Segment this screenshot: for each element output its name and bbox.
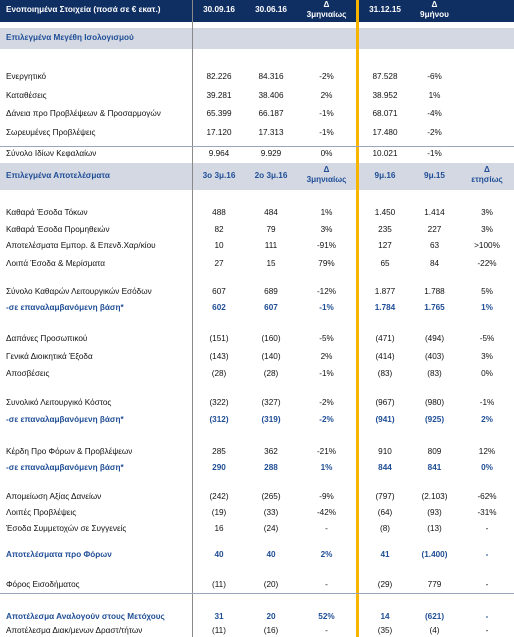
row-label: Σωρευμένες Προβλέψεις (6, 128, 96, 137)
row-value: 1% (428, 91, 441, 100)
row-value: 607 (212, 287, 226, 296)
row-value: -2% (319, 415, 334, 424)
row-value: -4% (427, 109, 442, 118)
col-header-3: Δ 3μηνιαίως (306, 0, 347, 20)
row-value: (327) (261, 398, 281, 407)
section-results-header (0, 163, 514, 190)
row-label: Αποτελέσματα Εμπορ. & Επενδ.Χαρ/κίου (6, 241, 156, 250)
row-value: 17.313 (258, 128, 284, 137)
col-header-4: 31.12.15 (369, 5, 401, 14)
row-value: (83) (427, 369, 442, 378)
row-value: 3% (320, 225, 333, 234)
row-value: -21% (316, 447, 337, 456)
row-value: 1.784 (374, 303, 396, 312)
row-value: -1% (479, 398, 495, 407)
row-value: 52% (318, 612, 335, 621)
row-value: 16 (214, 524, 224, 533)
row-value: 31 (214, 612, 224, 621)
row-value: -2% (319, 398, 334, 407)
row-value: 290 (212, 463, 226, 472)
row-value: 0% (320, 149, 333, 158)
row-value: 779 (427, 580, 442, 589)
results-col-1: 3ο 3μ.16 (202, 171, 236, 180)
row-value: 285 (212, 447, 226, 456)
row-value: 40 (266, 550, 276, 559)
row-label: Συνολικό Λειτουργικό Κόστος (6, 398, 112, 407)
row-label: Αποτέλεσμα Διακ/μενων Δραστ/τήτων (6, 626, 143, 635)
row-value: (28) (211, 369, 227, 378)
row-value: 12% (478, 447, 496, 456)
col-header-1: 30.09.16 (203, 5, 235, 14)
row-value: (1.400) (421, 550, 448, 559)
row-value: 5% (481, 287, 493, 296)
row-value: (967) (375, 398, 395, 407)
row-value: 1% (481, 303, 493, 312)
row-value: 3% (481, 208, 493, 217)
row-value: (11) (212, 580, 226, 589)
row-label: Έσοδα Συμμετοχών σε Συγγενείς (6, 524, 127, 533)
row-label: Αποσβέσεις (6, 369, 50, 378)
row-value: (160) (261, 334, 281, 343)
row-value: - (485, 524, 489, 533)
row-value: 844 (378, 463, 392, 472)
row-value: 1.788 (424, 287, 445, 296)
row-value: (13) (427, 524, 442, 533)
row-label: Σύνολο Καθαρών Λειτουργικών Εσόδων (6, 287, 152, 296)
row-value: 235 (378, 225, 392, 234)
row-value: -9% (319, 492, 334, 501)
row-value: (312) (209, 415, 229, 424)
row-label: -σε επαναλαμβανόμενη βάση* (6, 463, 124, 472)
row-value: 1% (320, 463, 333, 472)
row-value: (797) (375, 492, 395, 501)
row-value: 68.071 (372, 109, 398, 118)
section-balance-title: Επιλεγμένα Μεγέθη Ισολογισμού (6, 33, 134, 42)
row-value: 84 (429, 259, 440, 268)
row-value: -5% (319, 334, 334, 343)
row-value: 2% (320, 352, 333, 361)
row-value: (414) (375, 352, 395, 361)
row-value: 65.399 (206, 109, 232, 118)
section-balance-header (0, 28, 514, 49)
row-value: -42% (316, 508, 337, 517)
row-value: -22% (477, 259, 497, 268)
row-label: Λοιπά Έσοδα & Μερίσματα (6, 259, 106, 268)
row-value: 41 (380, 550, 390, 559)
row-label: Σύνολο Ιδίων Κεφαλαίων (6, 149, 97, 158)
row-label: Φόρος Εισοδήματος (6, 580, 80, 589)
row-value: -91% (316, 241, 337, 250)
row-value: (11) (212, 626, 226, 635)
row-value: (16) (263, 626, 279, 635)
row-value: 809 (427, 447, 442, 456)
results-col-3: Δ 3μηνιαίως (306, 165, 347, 185)
row-value: 40 (214, 550, 224, 559)
row-value: 87.528 (372, 72, 398, 81)
row-value: -31% (477, 508, 497, 517)
row-value: -1% (319, 303, 334, 312)
row-value: - (325, 580, 328, 589)
row-value: (19) (211, 508, 227, 517)
row-value: 27 (214, 259, 224, 268)
row-value: (322) (209, 398, 229, 407)
row-value: (35) (377, 626, 393, 635)
row-value: 841 (427, 463, 442, 472)
row-value: 3% (481, 352, 493, 361)
row-value: (403) (424, 352, 445, 361)
row-value: -2% (427, 128, 442, 137)
row-value: (471) (375, 334, 395, 343)
row-value: - (325, 524, 328, 533)
row-value: (28) (263, 369, 279, 378)
row-value: 82.226 (206, 72, 232, 81)
row-value: 14 (380, 612, 390, 621)
row-value: (621) (424, 612, 445, 621)
row-value: (29) (377, 580, 393, 589)
row-value: - (485, 626, 489, 635)
row-value: (242) (209, 492, 229, 501)
row-value: 1.450 (374, 208, 396, 217)
row-value: 127 (378, 241, 392, 250)
row-value: -62% (477, 492, 497, 501)
row-label: Αποτελέσματα προ Φόρων (6, 550, 112, 559)
row-value: 9.964 (208, 149, 230, 158)
row-value: 910 (378, 447, 392, 456)
table-title: Ενοποιημένα Στοιχεία (ποσά σε € εκατ.) (6, 5, 161, 14)
row-label: Αποτέλεσμα Αναλογούν στους Μετόχους (6, 612, 165, 621)
row-value: 9.929 (260, 149, 282, 158)
separator (0, 593, 514, 594)
row-value: - (485, 612, 489, 621)
row-value: - (485, 580, 489, 589)
row-value: - (325, 626, 328, 635)
row-value: 1.765 (424, 303, 445, 312)
row-value: 1.414 (424, 208, 445, 217)
row-value: 15 (266, 259, 276, 268)
row-value: -1% (427, 149, 442, 158)
row-value: (20) (263, 580, 279, 589)
row-value: 2% (481, 415, 493, 424)
row-value: (4) (429, 626, 440, 635)
row-value: -5% (479, 334, 495, 343)
row-value: (33) (263, 508, 279, 517)
results-col-6: Δ ετησίως (471, 165, 503, 185)
col-header-5: Δ 9μήνου (420, 0, 449, 20)
row-value: 3% (481, 225, 493, 234)
row-value: 0% (481, 463, 493, 472)
row-label: -σε επαναλαμβανόμενη βάση* (6, 415, 124, 424)
row-value: 38.406 (258, 91, 284, 100)
row-value: 1% (320, 208, 333, 217)
row-label: Λοιπές Προβλέψεις (6, 508, 77, 517)
row-value: (93) (427, 508, 442, 517)
section-results-title: Επιλεγμένα Αποτελέσματα (6, 171, 110, 180)
row-value: 484 (264, 208, 278, 217)
row-value: 602 (212, 303, 226, 312)
row-label: -σε επαναλαμβανόμενη βάση* (6, 303, 124, 312)
row-value: (2.103) (421, 492, 448, 501)
row-value: 20 (266, 612, 276, 621)
row-value: (941) (375, 415, 395, 424)
row-value: 0% (481, 369, 493, 378)
row-value: 10 (214, 241, 224, 250)
row-value: 17.480 (372, 128, 398, 137)
row-label: Καθαρά Έσοδα Προμηθειών (6, 225, 110, 234)
row-label: Καταθέσεις (6, 91, 47, 100)
row-value: 227 (427, 225, 442, 234)
row-value: (151) (209, 334, 229, 343)
row-value: 362 (264, 447, 278, 456)
row-value: 1.877 (374, 287, 396, 296)
row-value: (319) (261, 415, 281, 424)
row-value: 488 (212, 208, 226, 217)
row-value: 2% (320, 550, 333, 559)
row-value: 17.120 (206, 128, 232, 137)
row-label: Γενικά Διοικητικά Έξοδα (6, 352, 93, 361)
row-value: (980) (424, 398, 445, 407)
row-value: (925) (424, 415, 445, 424)
row-label: Δαπάνες Προσωπικού (6, 334, 88, 343)
separator (0, 146, 514, 147)
row-value: 79 (266, 225, 276, 234)
row-value: (143) (209, 352, 229, 361)
row-value: (8) (379, 524, 390, 533)
results-col-4: 9μ.16 (374, 171, 396, 180)
row-label: Ενεργητικό (6, 72, 47, 81)
row-value: -6% (427, 72, 442, 81)
results-col-2: 2ο 3μ.16 (254, 171, 288, 180)
row-value: 38.952 (372, 91, 398, 100)
row-value: >100% (474, 241, 500, 250)
row-value: 66.187 (258, 109, 284, 118)
results-col-5: 9μ.15 (424, 171, 445, 180)
row-value: (494) (424, 334, 445, 343)
period-divider (356, 0, 359, 637)
row-value: 79% (318, 259, 335, 268)
row-value: (265) (261, 492, 281, 501)
col-header-2: 30.06.16 (255, 5, 287, 14)
row-value: 84.316 (258, 72, 284, 81)
row-value: -1% (319, 128, 334, 137)
row-value: 111 (264, 241, 278, 250)
row-value: (83) (377, 369, 393, 378)
row-value: -1% (319, 369, 334, 378)
row-value: 2% (320, 91, 333, 100)
row-value: 82 (214, 225, 224, 234)
row-label: Απομείωση Αξίας Δανείων (6, 492, 102, 501)
row-value: -1% (319, 109, 334, 118)
row-value: 288 (264, 463, 278, 472)
row-label: Κέρδη Προ Φόρων & Προβλέψεων (6, 447, 133, 456)
row-value: - (485, 550, 489, 559)
row-value: 63 (429, 241, 440, 250)
row-label: Δάνεια προ Προβλέψεων & Προσαρμογών (6, 109, 161, 118)
row-value: (64) (377, 508, 393, 517)
row-value: 607 (264, 303, 278, 312)
row-value: 10.021 (372, 149, 398, 158)
row-value: -2% (319, 72, 334, 81)
row-value: -12% (316, 287, 337, 296)
row-value: 65 (380, 259, 390, 268)
row-value: (24) (263, 524, 279, 533)
row-value: (140) (261, 352, 281, 361)
row-value: 689 (264, 287, 278, 296)
row-value: 39.281 (206, 91, 232, 100)
row-label: Καθαρά Έσοδα Τόκων (6, 208, 88, 217)
table-header (0, 0, 514, 22)
